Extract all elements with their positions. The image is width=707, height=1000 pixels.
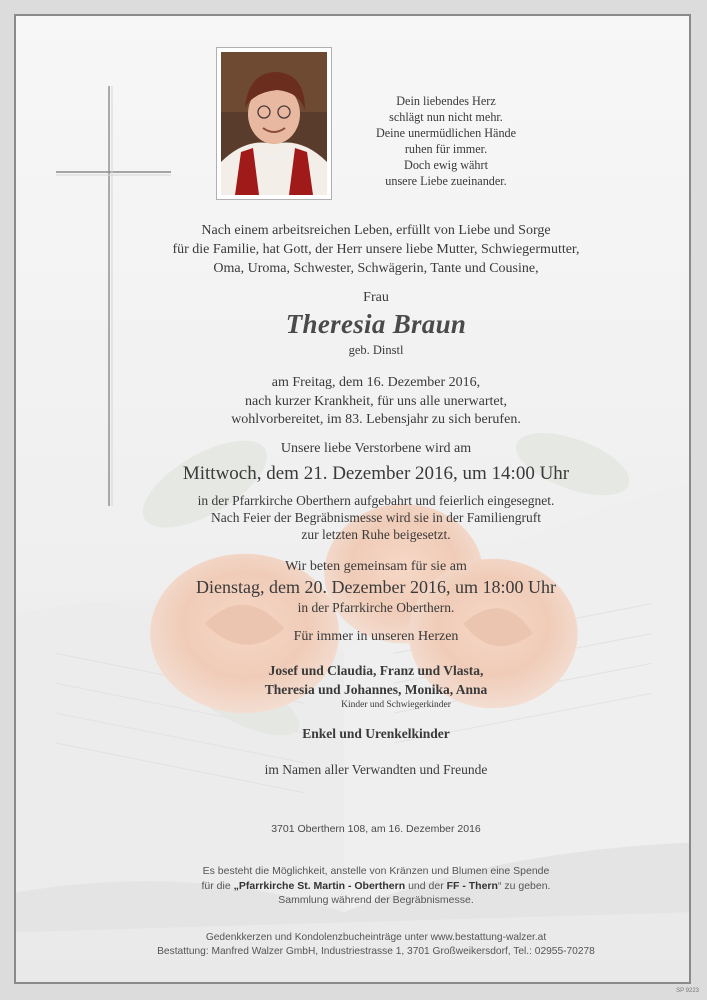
salutation: Frau: [363, 290, 389, 305]
death-notice-line: nach kurzer Krankheit, für uns alle unerwartet,: [245, 393, 507, 409]
closing-line: Für immer in unseren Herzen: [293, 629, 459, 644]
donation-recipient-church: „Pfarrkirche St. Martin - Oberthern: [233, 879, 406, 892]
donation-line: Es besteht die Möglichkeit, anstelle von Kränzen und Blumen eine Spende: [202, 865, 550, 877]
verse-line: unsere Liebe zueinander.: [385, 174, 507, 188]
verse-line: Deine unermüdlichen Hände: [375, 126, 517, 140]
intro-line: Oma, Uroma, Schwester, Schwägerin, Tante und Cousine,: [213, 261, 539, 276]
funeral-lead: Unsere liebe Verstorbene wird am: [280, 441, 472, 456]
rosary-date: Dienstag, dem 20. Dezember 2016, um 18:00 Uhr: [196, 577, 556, 597]
funeral-detail-line: in der Pfarrkirche Oberthern aufgebahrt und feierlich eingesegnet.: [197, 493, 555, 508]
funeral-details: [106, 492, 646, 543]
relatives-line: im Namen aller Verwandten und Freunde: [264, 762, 488, 777]
family-names-line: Josef und Claudia, Franz und Vlasta,: [268, 663, 484, 678]
family-names-line: Theresia und Johannes, Monika, Anna: [264, 681, 488, 697]
deceased-name: Theresia Braun: [285, 309, 467, 339]
verse-line: Dein liebendes Herz: [396, 94, 496, 108]
donation-recipient-ff: FF - Thern: [446, 879, 498, 892]
portrait-photo: [216, 47, 332, 200]
intro-line: Nach einem arbeitsreichen Leben, erfüllt von Liebe und Sorge: [201, 223, 551, 238]
place-and-date: 3701 Oberthern 108, am 16. Dezember 2016: [271, 823, 481, 835]
donation-line: Sammlung während der Begräbnismesse.: [278, 894, 474, 906]
document-code: SP 9223: [676, 988, 699, 994]
verse-line: schlägt nun nicht mehr.: [389, 110, 503, 124]
rosary-place: in der Pfarrkirche Oberthern.: [297, 600, 455, 615]
grandchildren: Enkel und Urenkelkinder: [302, 726, 450, 741]
donation-text: und der: [405, 879, 447, 892]
family-role: Kinder und Schwiegerkinder: [341, 700, 451, 710]
donation-notice: [106, 864, 646, 908]
birth-name: geb. Dinstl: [348, 343, 404, 357]
funeral-date: Mittwoch, dem 21. Dezember 2016, um 14:00 Uhr: [182, 463, 570, 484]
donation-text: für die: [201, 879, 234, 892]
memorial-verse: [356, 93, 536, 189]
verse-line: ruhen für immer.: [404, 142, 488, 156]
funeral-home-footer: [106, 931, 646, 959]
verse-line: Doch ewig währt: [404, 158, 488, 172]
donation-line: [106, 879, 646, 894]
family-names: [106, 662, 646, 699]
death-notice: [106, 374, 646, 430]
portrait-image: [221, 52, 327, 195]
funeral-detail-line: Nach Feier der Begräbnismesse wird sie in der Familiengruft: [211, 510, 541, 525]
death-notice-line: am Freitag, dem 16. Dezember 2016,: [271, 375, 481, 390]
rosary-lead: Wir beten gemeinsam für sie am: [285, 559, 467, 574]
intro-text: [106, 221, 646, 278]
obituary-card: [14, 14, 691, 984]
donation-text: “ zu geben.: [497, 879, 551, 892]
footer-line: Gedenkkerzen und Kondolenzbucheinträge unter www.bestattung-walzer.at: [205, 932, 547, 943]
intro-line: für die Familie, hat Gott, der Herr unsere liebe Mutter, Schwiegermutter,: [172, 242, 580, 257]
death-notice-line: wohlvorbereitet, im 83. Lebensjahr zu sich berufen.: [231, 412, 521, 427]
footer-line: Bestattung: Manfred Walzer GmbH, Industriestrasse 1, 3701 Großweikersdorf, Tel.: 02955-70278: [157, 946, 595, 957]
funeral-detail-line: zur letzten Ruhe beigesetzt.: [301, 527, 451, 542]
